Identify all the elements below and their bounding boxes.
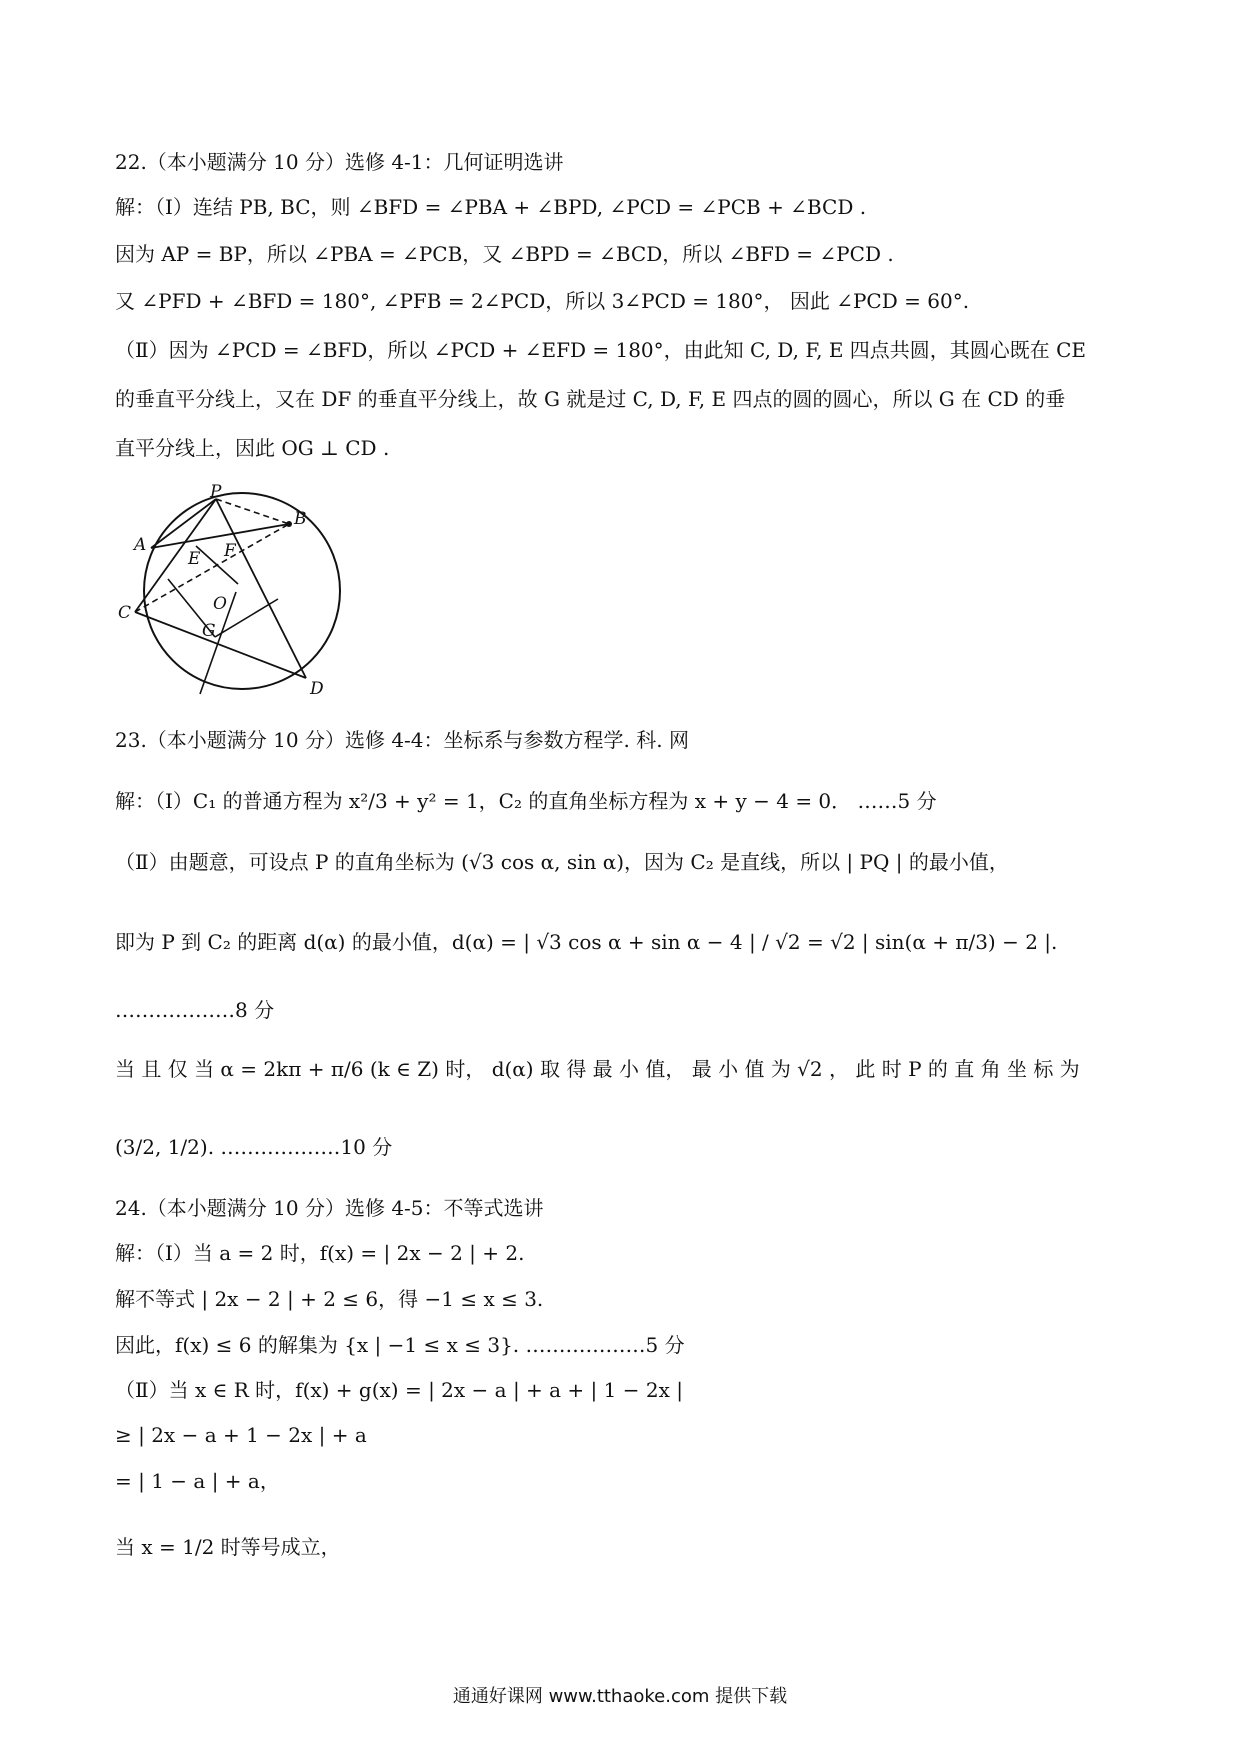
point-B: [286, 521, 292, 527]
label-G: G: [202, 621, 216, 641]
problem-23-line-3: 即为 P 到 C₂ 的距离 d(α) 的最小值，d(α) = | √3 cos α + sin α − 4 | / √2 = √2 | sin(α + π/3) − 2 |.: [115, 930, 1058, 954]
problem-23-line-4: ………………8 分: [115, 998, 275, 1022]
label-F: F: [224, 541, 236, 561]
problem-24-line-5: ≥ | 2x − a + 1 − 2x | + a: [115, 1423, 367, 1447]
problem-22-line-4: （Ⅱ）因为 ∠PCD = ∠BFD，所以 ∠PCD + ∠EFD = 180°，由此知 C, D, F, E 四点共圆，其圆心既在 CE: [115, 338, 1087, 362]
problem-22-line-2: 因为 AP = BP，所以 ∠PBA = ∠PCB，又 ∠BPD = ∠BCD，所以 ∠BFD = ∠PCD .: [115, 242, 894, 266]
problem-23-line-5: 当 且 仅 当 α = 2kπ + π/6 (k ∈ Z) 时， d(α) 取 得 最 小 值， 最 小 值 为 √2 ， 此 时 P 的 直 角 坐 标 为: [115, 1057, 1080, 1081]
problem-24-line-6: = | 1 − a | + a，: [115, 1469, 280, 1493]
circle-geometry-figure: [118, 484, 358, 714]
label-O: O: [213, 594, 227, 614]
problem-22-line-5: 的垂直平分线上，又在 DF 的垂直平分线上，故 G 就是过 C, D, F, E 四点的圆的圆心，所以 G 在 CD 的垂: [115, 387, 1066, 411]
problem-23-title: 23.（本小题满分 10 分）选修 4-4：坐标系与参数方程学. 科. 网: [115, 728, 689, 752]
label-C: C: [118, 603, 132, 623]
line-PC: [135, 499, 216, 612]
label-E: E: [188, 549, 201, 569]
problem-24-line-7: 当 x = 1/2 时等号成立，: [115, 1535, 341, 1559]
label-D: D: [310, 679, 324, 699]
problem-22-line-1: 解：（Ⅰ）连结 PB, BC，则 ∠BFD = ∠PBA + ∠BPD, ∠PCD = ∠PCB + ∠BCD .: [115, 195, 867, 219]
line-PD: [216, 499, 306, 678]
circle: [144, 493, 340, 689]
problem-23-line-6: (3/2, 1/2). ………………10 分: [115, 1135, 393, 1159]
problem-22-line-3: 又 ∠PFD + ∠BFD = 180°, ∠PFB = 2∠PCD，所以 3∠PCD = 180°， 因此 ∠PCD = 60°.: [115, 289, 970, 313]
label-P: P: [210, 484, 222, 502]
problem-24-line-4: （Ⅱ）当 x ∈ R 时，f(x) + g(x) = | 2x − a | + a + | 1 − 2x |: [115, 1378, 683, 1402]
label-A: A: [134, 535, 147, 555]
problem-23-line-1: 解：（Ⅰ）C₁ 的普通方程为 x²/3 + y² = 1，C₂ 的直角坐标方程为 x + y − 4 = 0． ……5 分: [115, 789, 937, 813]
problem-24-line-1: 解：（Ⅰ）当 a = 2 时，f(x) = | 2x − 2 | + 2.: [115, 1241, 525, 1265]
line-PA: [151, 499, 216, 548]
page-footer: 通通好课网 www.tthaoke.com 提供下载: [452, 1686, 788, 1707]
problem-22-line-6: 直平分线上，因此 OG ⊥ CD .: [115, 436, 390, 460]
problem-24-line-2: 解不等式 | 2x − 2 | + 2 ≤ 6，得 −1 ≤ x ≤ 3.: [115, 1287, 544, 1311]
problem-24-line-3: 因此，f(x) ≤ 6 的解集为 {x | −1 ≤ x ≤ 3}. ………………5 分: [115, 1333, 685, 1357]
label-B: B: [294, 509, 307, 529]
problem-24-title: 24.（本小题满分 10 分）选修 4-5：不等式选讲: [115, 1196, 544, 1220]
problem-22-title: 22.（本小题满分 10 分）选修 4-1：几何证明选讲: [115, 150, 564, 174]
problem-23-line-2: （Ⅱ）由题意，可设点 P 的直角坐标为 (√3 cos α, sin α)，因为 C₂ 是直线，所以 | PQ | 的最小值，: [115, 850, 1009, 874]
